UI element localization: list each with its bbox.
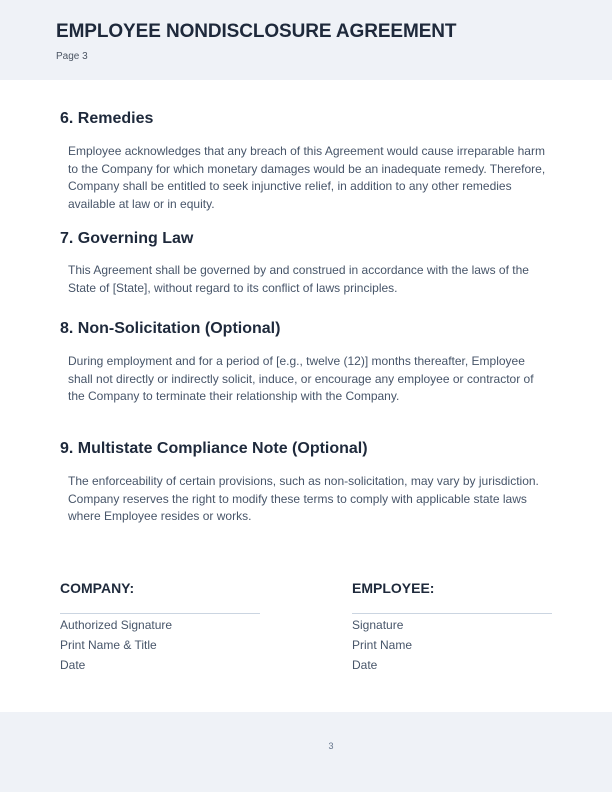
employee-signature-block	[352, 580, 552, 675]
company-date-label: Date	[60, 658, 86, 672]
company-signature-block	[60, 580, 260, 675]
page-label: Page 3	[56, 51, 88, 62]
employee-date-label: Date	[352, 658, 378, 672]
employee-signature-heading: EMPLOYEE:	[352, 580, 435, 596]
section-body: This Agreement shall be governed by and construed in accordance with the laws of the State of [State], without regard to its conflict of laws principles.	[68, 263, 529, 295]
employee-print-name-label: Print Name	[352, 638, 413, 652]
section-heading: 6. Remedies	[60, 110, 154, 127]
section-heading: 9. Multistate Compliance Note (Optional)	[60, 440, 368, 457]
section-heading: 7. Governing Law	[60, 230, 194, 247]
section-heading: 8. Non-Solicitation (Optional)	[60, 320, 281, 337]
page-number: 3	[328, 741, 334, 751]
section-body: Employee acknowledges that any breach of this Agreement would cause irreparable harm to the Company for which monetary damages would be an inadequate remedy. Therefore, Company shall be entitled to seek injunctive relief, in addition to any other remedies available at law or in equity.	[68, 144, 546, 211]
company-signature-line[interactable]	[60, 613, 260, 614]
page-header	[0, 0, 612, 80]
employee-signature-label: Signature	[352, 618, 404, 632]
section-body: During employment and for a period of [e.g., twelve (12)] months thereafter, Employee shall not directly or indirectly solicit, induce, or encourage any employee or contractor of the Company to terminate their relationship with the Company.	[68, 354, 534, 403]
company-authorized-signature-label: Authorized Signature	[60, 618, 173, 632]
company-signature-heading: COMPANY:	[60, 580, 135, 596]
company-print-name-title-label: Print Name & Title	[60, 638, 157, 652]
section-body: The enforceability of certain provisions, such as non-solicitation, may vary by jurisdiction. Company reserves the right to modify these terms to comply with applicable state laws where Employee resides or works.	[68, 474, 539, 523]
document-title: EMPLOYEE NONDISCLOSURE AGREEMENT	[56, 21, 457, 42]
employee-signature-line[interactable]	[352, 613, 552, 614]
page-footer	[0, 712, 612, 792]
